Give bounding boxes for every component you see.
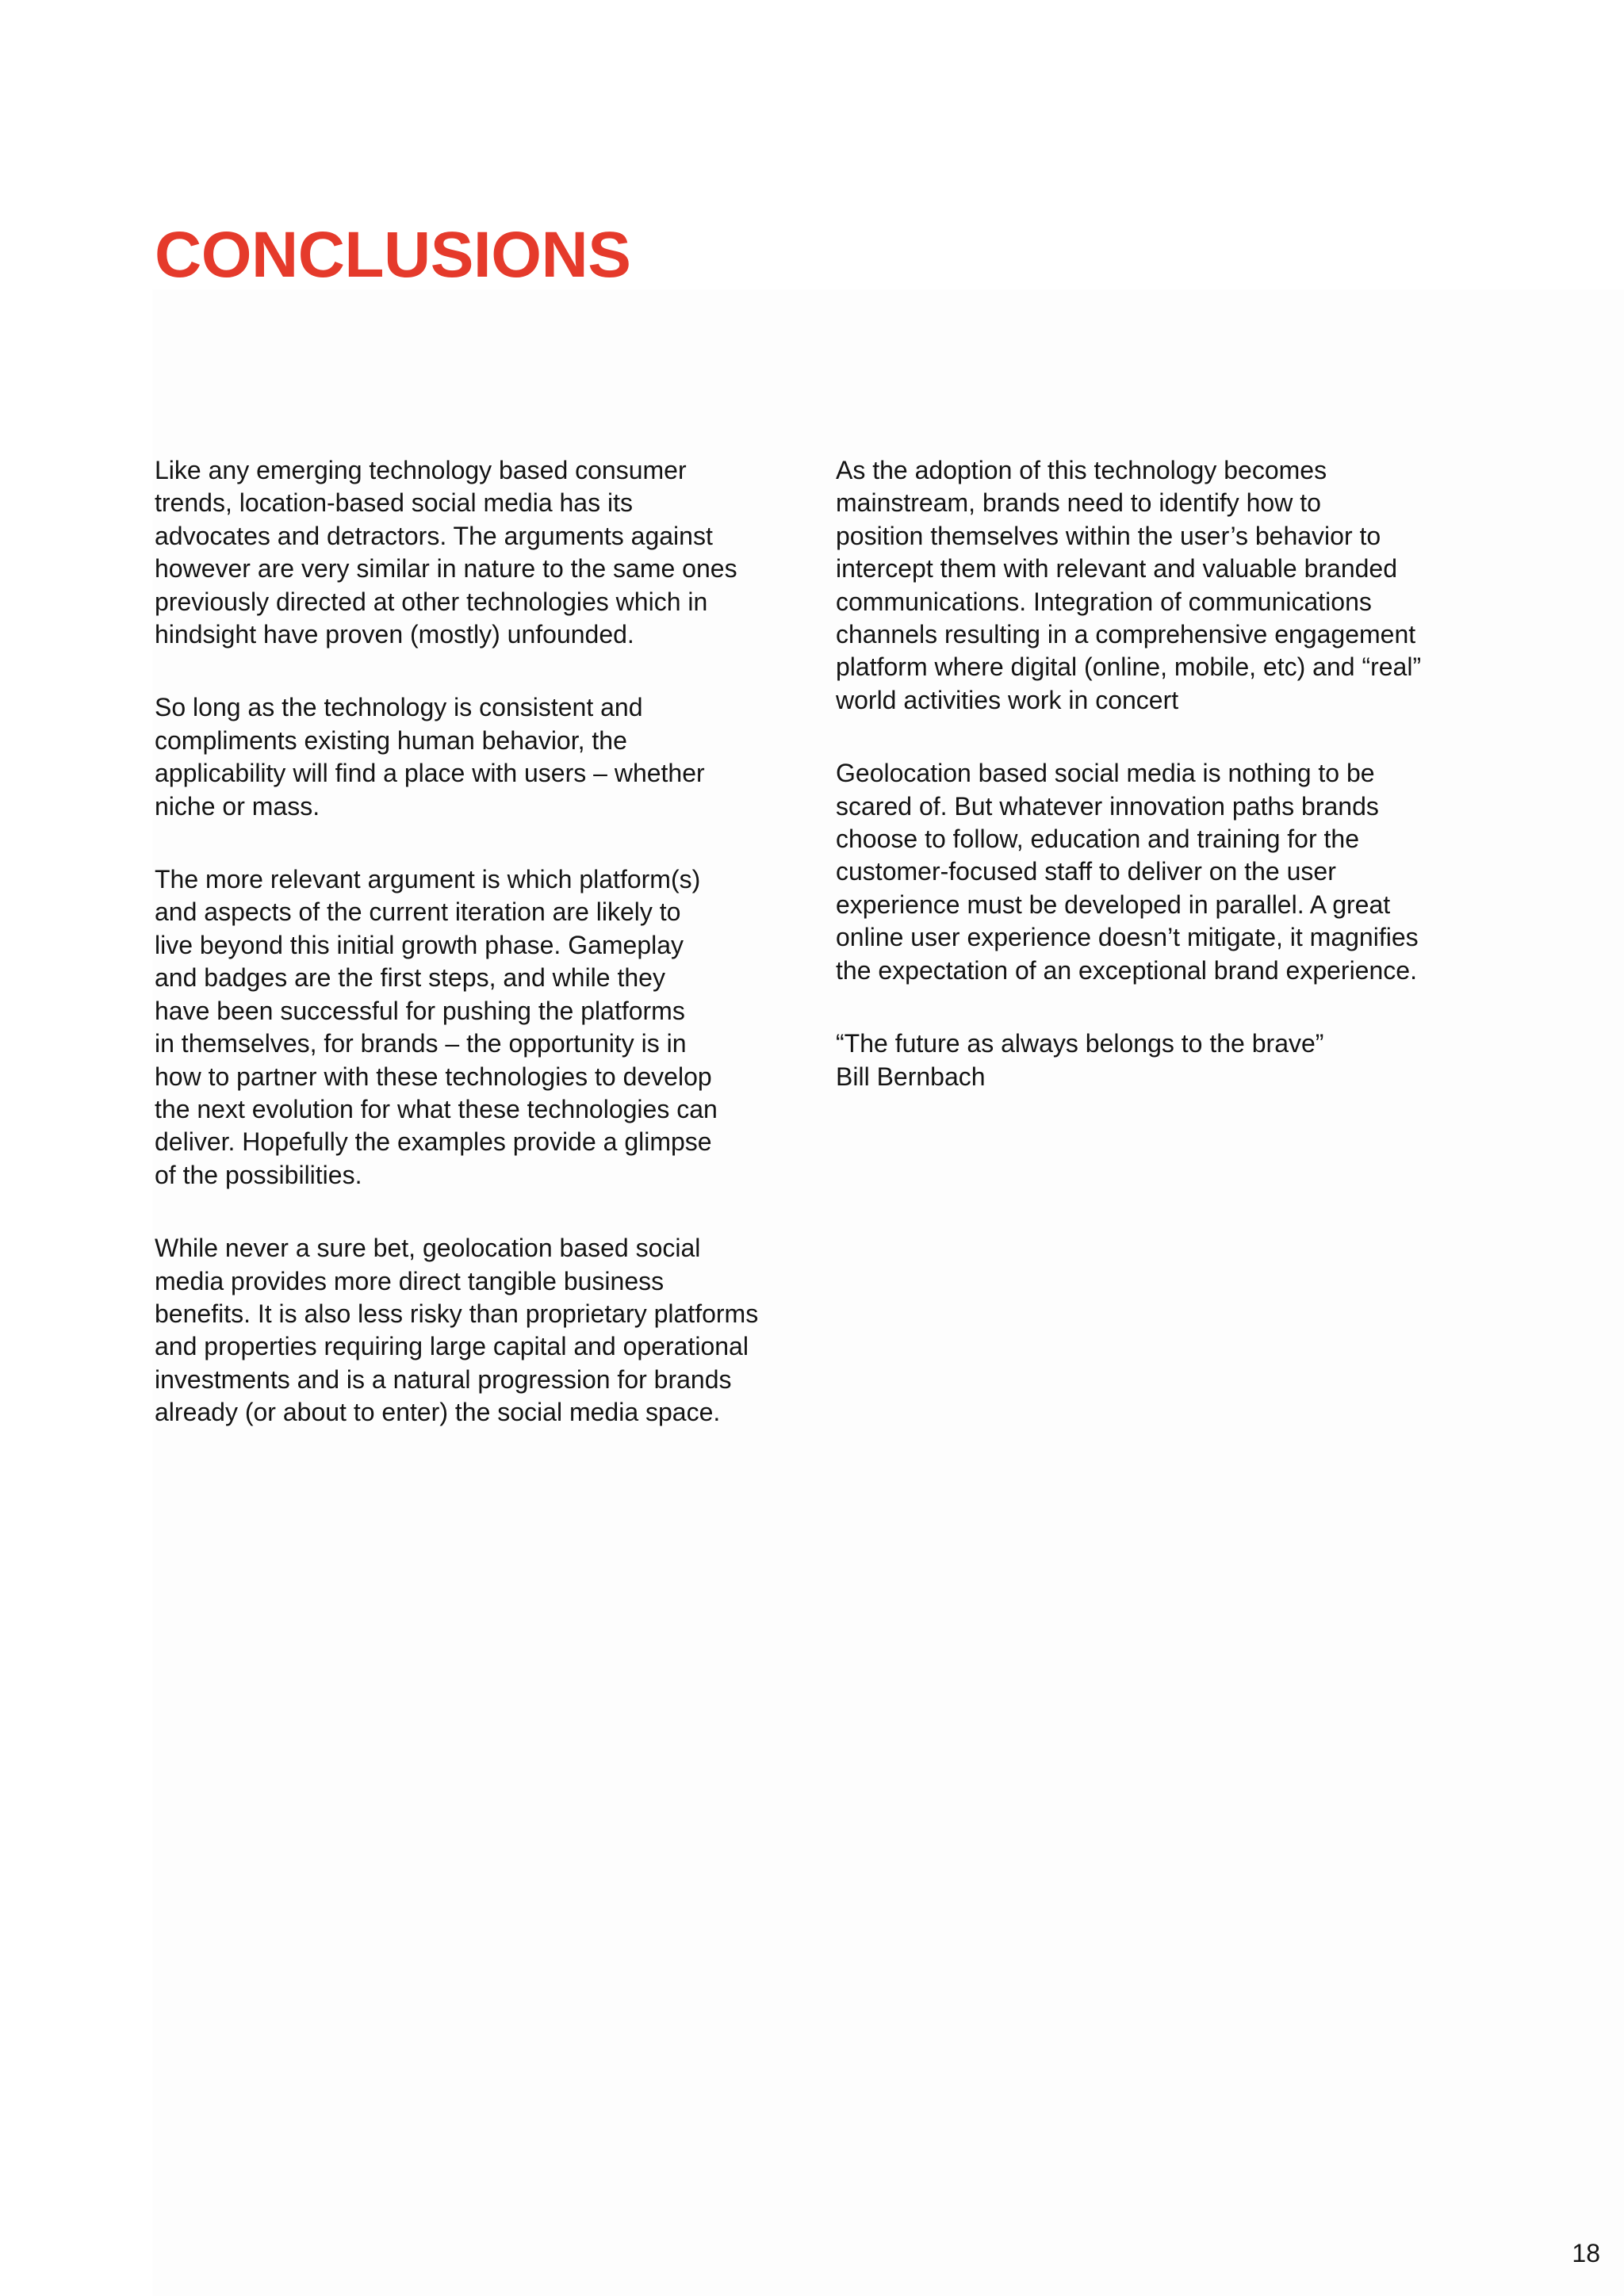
text-line: So long as the technology is consistent and xyxy=(155,693,643,722)
right-text-column xyxy=(836,454,1518,1134)
paragraph-3 xyxy=(155,863,805,1192)
quote xyxy=(836,1027,1518,1093)
text-line: hindsight have proven (mostly) unfounded. xyxy=(155,620,634,649)
text-line: media provides more direct tangible business xyxy=(155,1266,665,1295)
text-line: channels resulting in a comprehensive engagement xyxy=(836,620,1416,649)
text-line: niche or mass. xyxy=(155,791,320,821)
text-line: already (or about to enter) the social media space. xyxy=(155,1398,721,1427)
left-text-column xyxy=(155,454,805,1470)
text-line: Geolocation based social media is nothing to be xyxy=(836,759,1375,788)
text-line: As the adoption of this technology becomes xyxy=(836,456,1327,484)
text-line: platform where digital (online, mobile, etc) and “real” xyxy=(836,652,1422,682)
text-line: The more relevant argument is which platform(s) xyxy=(155,865,701,894)
text-line: customer-focused staff to deliver on the user xyxy=(836,857,1336,886)
paragraph-6 xyxy=(836,757,1518,987)
text-line: and aspects of the current iteration are likely to xyxy=(155,897,681,927)
text-line: intercept them with relevant and valuable branded xyxy=(836,554,1397,584)
text-line: deliver. Hopefully the examples provide a glimpse xyxy=(155,1127,712,1157)
text-line: communications. Integration of communications xyxy=(836,587,1372,616)
text-line: choose to follow, education and training for the xyxy=(836,825,1359,854)
quote-author: Bill Bernbach xyxy=(836,1062,986,1091)
text-line: the expectation of an exceptional brand experience. xyxy=(836,955,1417,985)
text-line: Like any emerging technology based consumer xyxy=(155,456,687,484)
paragraph-4 xyxy=(155,1232,805,1429)
text-line: and badges are the first steps, and while they xyxy=(155,963,665,993)
text-line: world activities work in concert xyxy=(836,685,1179,714)
paragraph-2 xyxy=(155,691,805,823)
text-line: the next evolution for what these technologies can xyxy=(155,1094,718,1123)
text-line: applicability will find a place with users – whether xyxy=(155,759,705,788)
text-line: experience must be developed in parallel. A great xyxy=(836,890,1391,919)
text-line: investments and is a natural progression for brands xyxy=(155,1364,732,1394)
quote-text: “The future as always belongs to the brave” xyxy=(836,1029,1324,1058)
text-line: online user experience doesn’t mitigate, it magnifies xyxy=(836,923,1419,952)
page-title: CONCLUSIONS xyxy=(155,219,631,291)
text-line: position themselves within the user’s behavior to xyxy=(836,521,1381,550)
text-line: previously directed at other technologies which in xyxy=(155,587,708,616)
text-line: and properties requiring large capital and operational xyxy=(155,1332,749,1361)
text-line: While never a sure bet, geolocation based social xyxy=(155,1234,701,1263)
paragraph-5 xyxy=(836,454,1518,717)
text-line: compliments existing human behavior, the xyxy=(155,725,627,755)
text-line: how to partner with these technologies to develop xyxy=(155,1062,712,1091)
text-line: advocates and detractors. The arguments against xyxy=(155,521,713,550)
text-line: have been successful for pushing the platforms xyxy=(155,996,685,1025)
text-line: benefits. It is also less risky than proprietary platforms xyxy=(155,1299,759,1328)
text-line: trends, location-based social media has its xyxy=(155,488,633,518)
text-line: in themselves, for brands – the opportunity is in xyxy=(155,1029,687,1058)
page-number: 18 xyxy=(1572,2239,1600,2267)
text-line: live beyond this initial growth phase. Gameplay xyxy=(155,930,684,959)
text-line: however are very similar in nature to the same ones xyxy=(155,554,737,584)
text-line: scared of. But whatever innovation paths brands xyxy=(836,791,1379,821)
text-line: of the possibilities. xyxy=(155,1160,362,1189)
text-line: mainstream, brands need to identify how to xyxy=(836,488,1321,518)
paragraph-1 xyxy=(155,454,805,651)
